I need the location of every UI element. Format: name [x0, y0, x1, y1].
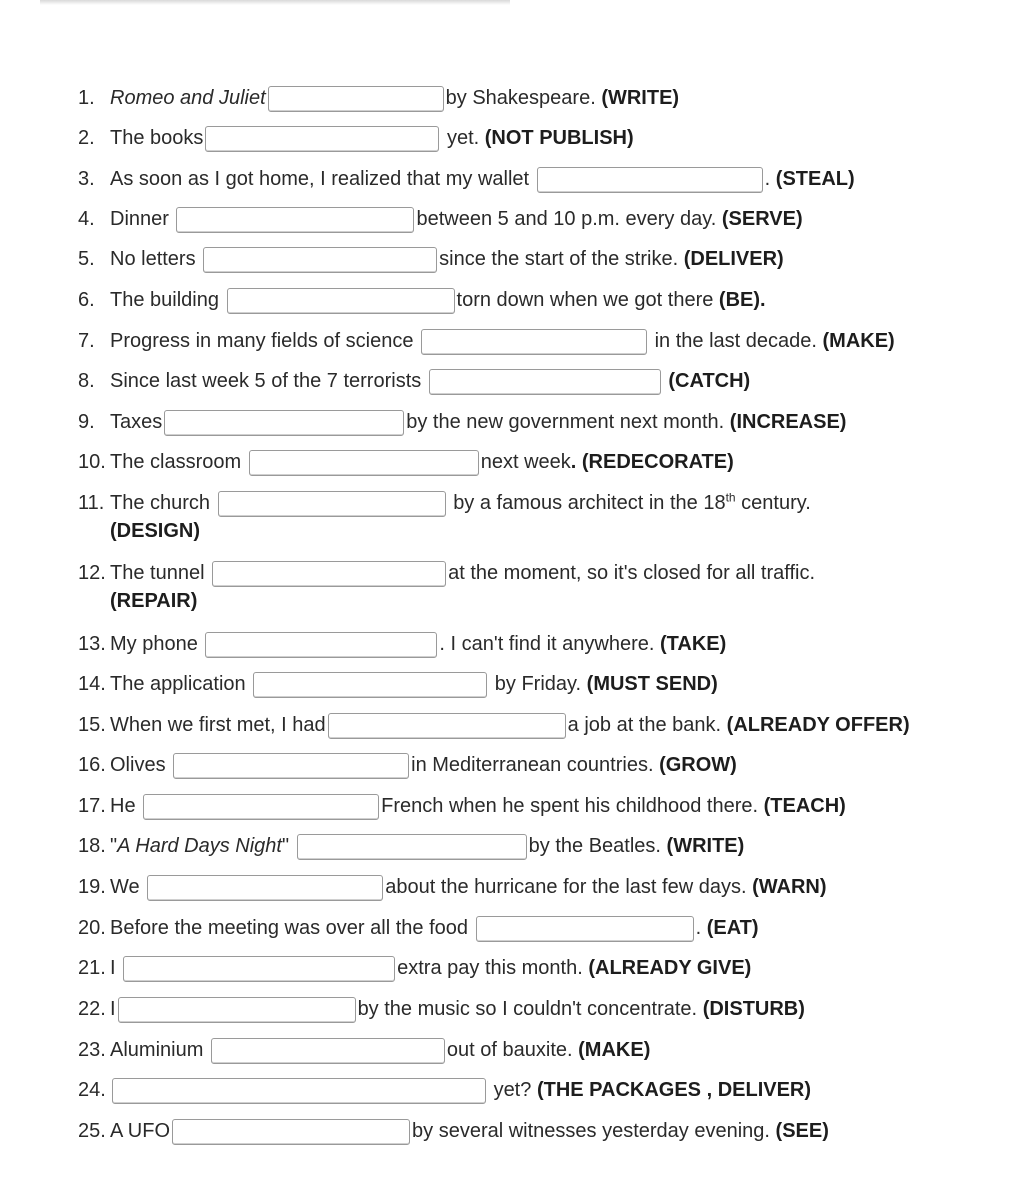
answer-blank-22[interactable]: [118, 997, 356, 1023]
item-23: 23. Aluminium out of bauxite. (MAKE): [78, 1036, 998, 1064]
answer-blank-21[interactable]: [123, 956, 395, 982]
item-19: 19. We about the hurricane for the last few days. (WARN): [78, 873, 998, 901]
item-11: 11. The church by a famous architect in the 18th century. (DESIGN): [78, 490, 811, 542]
answer-blank-6[interactable]: [227, 288, 455, 314]
answer-blank-15[interactable]: [328, 713, 566, 739]
item-1: 1. Romeo and Juliet by Shakespeare. (WRITE): [78, 84, 998, 112]
item-16: 16. Olives in Mediterranean countries. (GROW): [78, 751, 998, 779]
item-8: 8. Since last week 5 of the 7 terrorists (CATCH): [78, 367, 998, 395]
verb-hint: (WRITE): [601, 87, 680, 109]
answer-blank-14[interactable]: [253, 672, 487, 698]
answer-blank-11[interactable]: [218, 491, 446, 517]
item-13: 13. My phone . I can't find it anywhere. (TAKE): [78, 630, 998, 658]
answer-blank-16[interactable]: [173, 753, 409, 779]
answer-blank-1[interactable]: [268, 86, 444, 112]
answer-blank-9[interactable]: [164, 410, 404, 436]
item-24: 24. yet? (THE PACKAGES , DELIVER): [78, 1076, 998, 1104]
answer-blank-3[interactable]: [537, 167, 763, 193]
answer-blank-20[interactable]: [476, 916, 694, 942]
answer-blank-23[interactable]: [211, 1038, 445, 1064]
answer-blank-13[interactable]: [205, 632, 437, 658]
answer-blank-18[interactable]: [297, 834, 527, 860]
item-15: 15. When we first met, I had a job at the bank. (ALREADY OFFER): [78, 711, 998, 739]
item-20: 20. Before the meeting was over all the food . (EAT): [78, 914, 998, 942]
answer-blank-8[interactable]: [429, 369, 661, 395]
item-17: 17. He French when he spent his childhood there. (TEACH): [78, 792, 998, 820]
item-9: 9. Taxes by the new government next month. (INCREASE): [78, 408, 998, 436]
item-21: 21. I extra pay this month. (ALREADY GIVE): [78, 954, 998, 982]
item-4: 4. Dinner between 5 and 10 p.m. every day. (SERVE): [78, 205, 998, 233]
answer-blank-10[interactable]: [249, 450, 479, 476]
item-title: Romeo and Juliet: [110, 87, 266, 109]
answer-blank-24[interactable]: [112, 1078, 486, 1104]
item-number: 1.: [78, 87, 95, 109]
answer-blank-2[interactable]: [205, 126, 439, 152]
item-12: 12. The tunnel at the moment, so it's closed for all traffic. (REPAIR): [78, 562, 816, 612]
answer-blank-12[interactable]: [212, 561, 446, 587]
item-14: 14. The application by Friday. (MUST SEND): [78, 670, 998, 698]
answer-blank-17[interactable]: [143, 794, 379, 820]
answer-blank-4[interactable]: [176, 207, 414, 233]
item-5: 5. No letters since the start of the strike. (DELIVER): [78, 245, 998, 273]
item-25: 25. A UFO by several witnesses yesterday evening. (SEE): [78, 1117, 998, 1145]
item-2: 2. The books yet. (NOT PUBLISH): [78, 124, 998, 152]
item-10: 10. The classroom next week. (REDECORATE): [78, 448, 998, 476]
item-7: 7. Progress in many fields of science in the last decade. (MAKE): [78, 327, 998, 355]
item-6: 6. The building torn down when we got there (BE).: [78, 286, 998, 314]
answer-blank-25[interactable]: [172, 1119, 410, 1145]
answer-blank-5[interactable]: [203, 247, 437, 273]
item-18: 18. "A Hard Days Night" by the Beatles. (WRITE): [78, 832, 998, 860]
cropped-header-edge: [40, 0, 510, 5]
answer-blank-19[interactable]: [147, 875, 383, 901]
item-22: 22. I by the music so I couldn't concentrate. (DISTURB): [78, 995, 998, 1023]
answer-blank-7[interactable]: [421, 329, 647, 355]
item-3: 3. As soon as I got home, I realized that my wallet . (STEAL): [78, 165, 998, 193]
